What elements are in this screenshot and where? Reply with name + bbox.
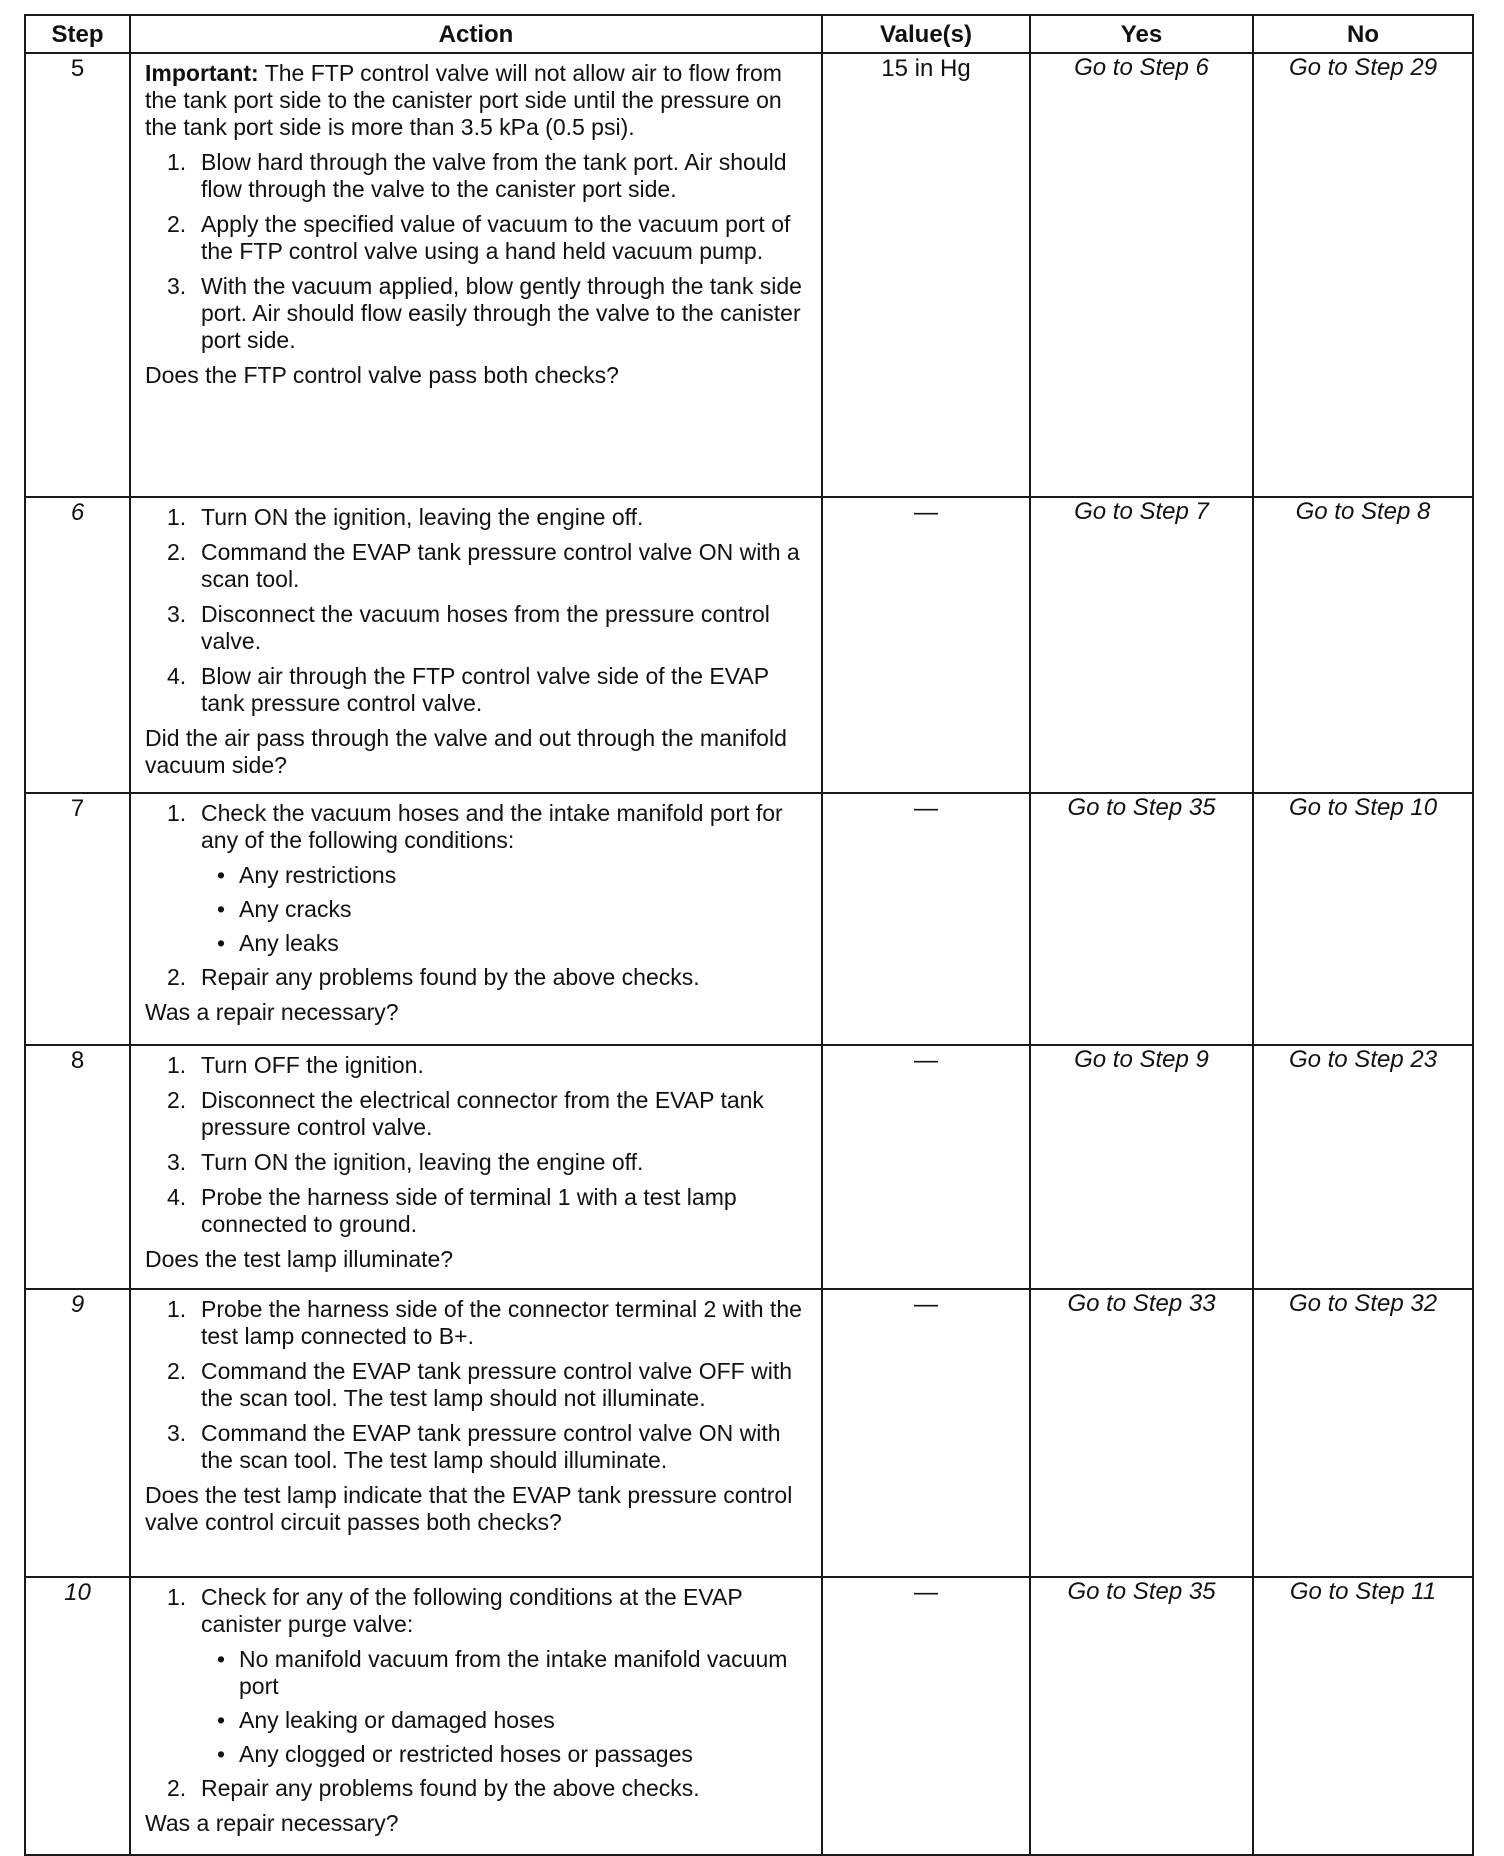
table-row bbox=[25, 1289, 1473, 1577]
list-item: 2. Disconnect the electrical connector from the EVAP tank pressure control valve. bbox=[167, 1087, 764, 1140]
list-item: 2. Command the EVAP tank pressure control valve ON with a scan tool. bbox=[167, 539, 800, 592]
step-question: Did the air pass through the valve and out through the manifold vacuum side? bbox=[145, 725, 787, 778]
bullet-item: • Any leaks bbox=[217, 930, 339, 956]
no-action: Go to Step 8 bbox=[1253, 497, 1473, 793]
yes-action: Go to Step 35 bbox=[1030, 1577, 1253, 1855]
action-cell bbox=[130, 793, 822, 1045]
list-item: 1. Check for any of the following conditions at the EVAP canister purge valve: bbox=[167, 1584, 743, 1637]
list-item: 1. Blow hard through the valve from the tank port. Air should flow through the valve to the canister port side. bbox=[167, 149, 787, 202]
value-cell: — bbox=[822, 1045, 1030, 1289]
bullet-item: • No manifold vacuum from the intake manifold vacuum port bbox=[217, 1646, 788, 1699]
yes-column-header: Yes bbox=[1030, 15, 1253, 53]
list-item: 2. Command the EVAP tank pressure control valve OFF with the scan tool. The test lamp should not illuminate. bbox=[167, 1358, 793, 1411]
list-item: 3. Disconnect the vacuum hoses from the pressure control valve. bbox=[167, 601, 770, 654]
value-cell: — bbox=[822, 497, 1030, 793]
action-cell bbox=[130, 1045, 822, 1289]
value-cell: 15 in Hg bbox=[822, 53, 1030, 497]
important-text: The FTP control valve will not allow air to flow from the tank port side to the canister port side until the pressure on the tank port side is more than 3.5 kPa (0.5 psi). bbox=[145, 60, 782, 140]
no-action: Go to Step 23 bbox=[1253, 1045, 1473, 1289]
step-number: 10 bbox=[25, 1577, 130, 1855]
value-cell: — bbox=[822, 793, 1030, 1045]
yes-action: Go to Step 6 bbox=[1030, 53, 1253, 497]
step-number: 9 bbox=[25, 1289, 130, 1577]
step-question: Was a repair necessary? bbox=[145, 1810, 399, 1836]
action-cell bbox=[130, 1577, 822, 1855]
action-cell bbox=[130, 497, 822, 793]
bullet-item: • Any leaking or damaged hoses bbox=[217, 1707, 555, 1733]
step-number: 5 bbox=[25, 53, 130, 497]
list-item: 1. Turn ON the ignition, leaving the engine off. bbox=[167, 504, 644, 530]
list-item: 4. Probe the harness side of terminal 1 with a test lamp connected to ground. bbox=[167, 1184, 737, 1237]
no-action: Go to Step 32 bbox=[1253, 1289, 1473, 1577]
step-number: 8 bbox=[25, 1045, 130, 1289]
table-row bbox=[25, 1577, 1473, 1855]
important-label: Important: bbox=[145, 60, 259, 86]
step-question: Was a repair necessary? bbox=[145, 999, 399, 1025]
step-question: Does the test lamp illuminate? bbox=[145, 1246, 454, 1272]
table-row bbox=[25, 53, 1473, 497]
list-item: 3. Turn ON the ignition, leaving the engine off. bbox=[167, 1149, 644, 1175]
action-column-header: Action bbox=[130, 15, 822, 53]
action-cell bbox=[130, 53, 822, 497]
no-action: Go to Step 29 bbox=[1253, 53, 1473, 497]
yes-action: Go to Step 33 bbox=[1030, 1289, 1253, 1577]
table-row bbox=[25, 497, 1473, 793]
step-question: Does the FTP control valve pass both checks? bbox=[145, 362, 619, 388]
yes-action: Go to Step 35 bbox=[1030, 793, 1253, 1045]
bullet-item: • Any clogged or restricted hoses or passages bbox=[217, 1741, 693, 1767]
list-item: 2. Repair any problems found by the above checks. bbox=[167, 964, 700, 990]
no-action: Go to Step 10 bbox=[1253, 793, 1473, 1045]
list-item: 2. Apply the specified value of vacuum to the vacuum port of the FTP control valve using a hand held vacuum pump. bbox=[167, 211, 791, 264]
list-item: 1. Check the vacuum hoses and the intake manifold port for any of the following conditions: bbox=[167, 800, 783, 853]
yes-action: Go to Step 9 bbox=[1030, 1045, 1253, 1289]
values-column-header: Value(s) bbox=[822, 15, 1030, 53]
list-item: 4. Blow air through the FTP control valve side of the EVAP tank pressure control valve. bbox=[167, 663, 769, 716]
table-row bbox=[25, 1045, 1473, 1289]
list-item: 2. Repair any problems found by the above checks. bbox=[167, 1775, 700, 1801]
yes-action: Go to Step 7 bbox=[1030, 497, 1253, 793]
important-note bbox=[145, 60, 811, 141]
value-cell: — bbox=[822, 1289, 1030, 1577]
step-question: Does the test lamp indicate that the EVAP tank pressure control valve control circuit passes both checks? bbox=[145, 1482, 793, 1535]
list-item: 1. Turn OFF the ignition. bbox=[167, 1052, 424, 1078]
table-row bbox=[25, 793, 1473, 1045]
step-number: 6 bbox=[25, 497, 130, 793]
list-item: 1. Probe the harness side of the connector terminal 2 with the test lamp connected to B+. bbox=[167, 1296, 802, 1349]
value-cell: — bbox=[822, 1577, 1030, 1855]
list-item: 3. With the vacuum applied, blow gently through the tank side port. Air should flow easily through the valve to the canister port side. bbox=[167, 273, 802, 353]
bullet-item: • Any cracks bbox=[217, 896, 352, 922]
step-column-header: Step bbox=[25, 15, 130, 53]
list-item: 3. Command the EVAP tank pressure control valve ON with the scan tool. The test lamp should illuminate. bbox=[167, 1420, 781, 1473]
action-cell bbox=[130, 1289, 822, 1577]
diagnostic-table bbox=[24, 14, 1474, 1856]
step-number: 7 bbox=[25, 793, 130, 1045]
bullet-item: • Any restrictions bbox=[217, 862, 397, 888]
no-column-header: No bbox=[1253, 15, 1473, 53]
no-action: Go to Step 11 bbox=[1253, 1577, 1473, 1855]
table-header-row bbox=[25, 15, 1473, 53]
